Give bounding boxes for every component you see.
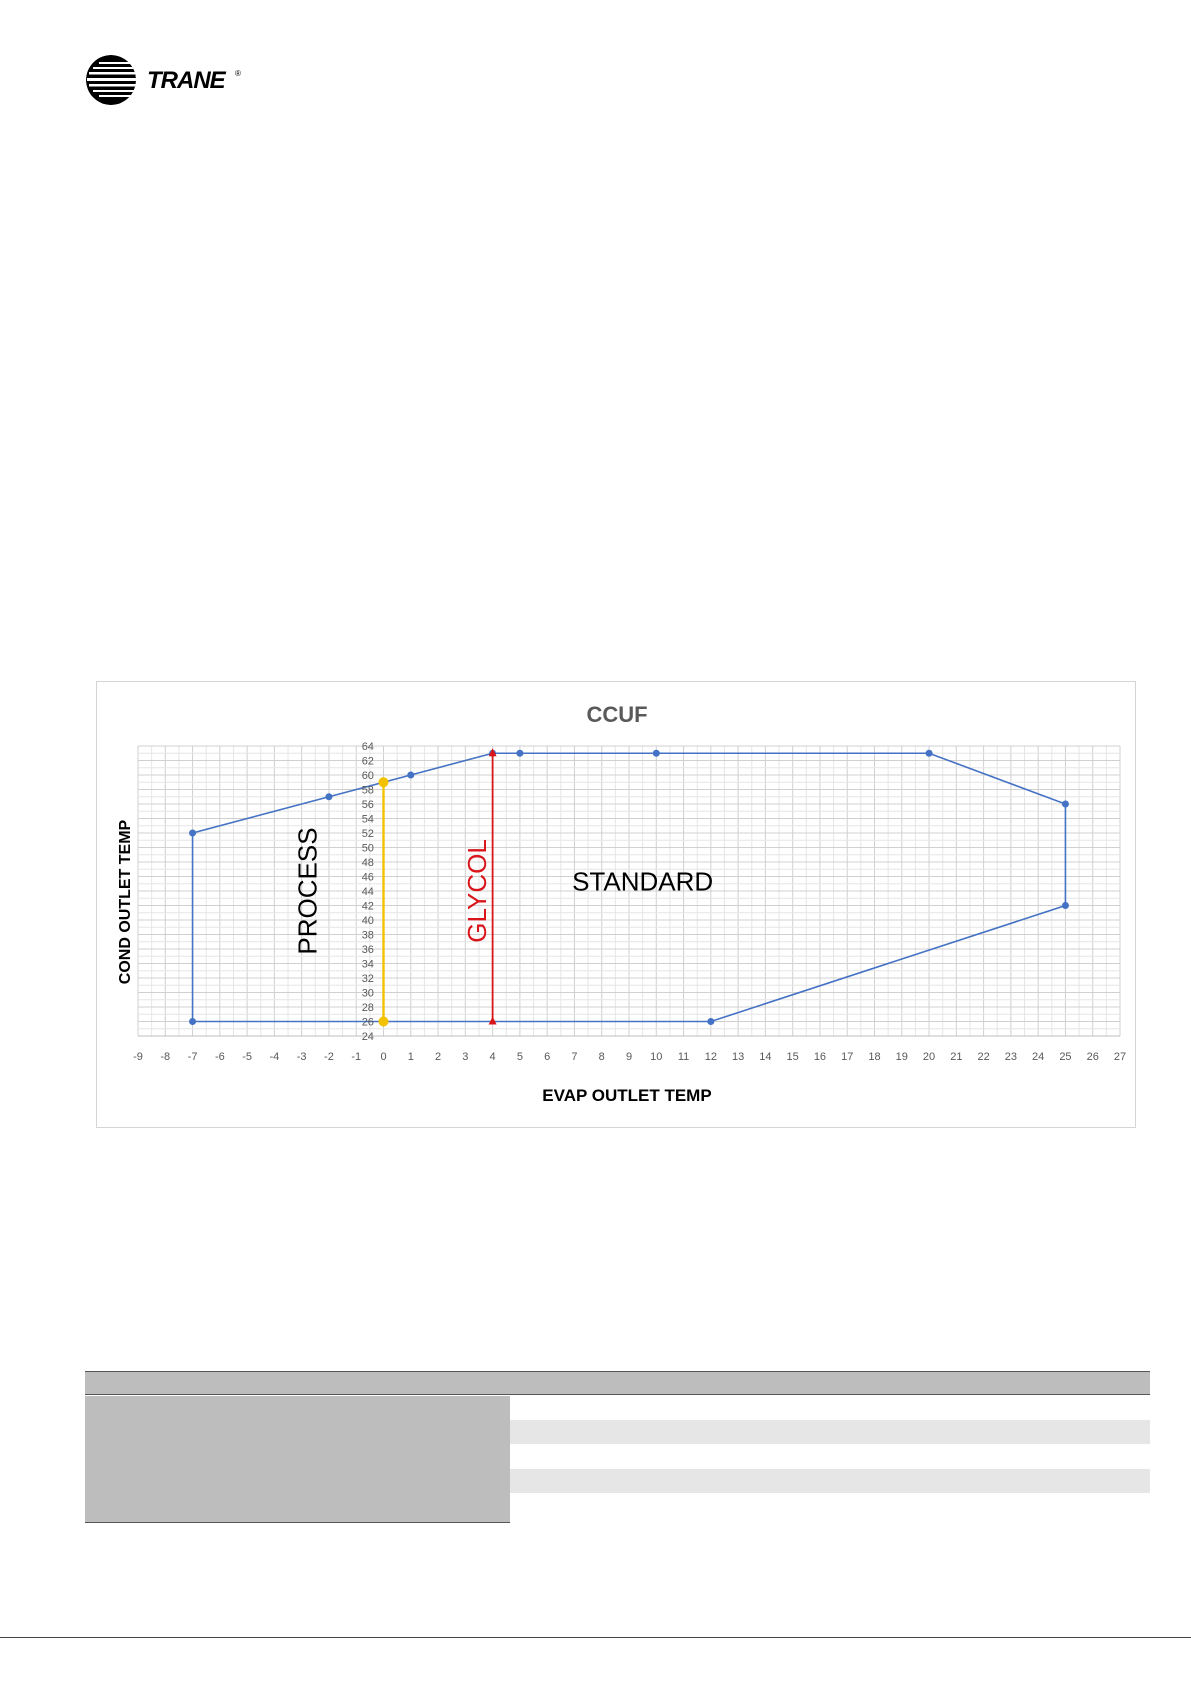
y-tick-label: 54 [361, 813, 374, 826]
y-tick-label: 56 [361, 799, 374, 811]
table-row [510, 1420, 1150, 1444]
y-tick-label: 64 [361, 741, 374, 753]
envelope-point [926, 750, 933, 757]
y-tick-label: 40 [361, 915, 374, 927]
y-tick-label: 52 [361, 828, 374, 840]
x-tick-label: 11 [677, 1051, 690, 1063]
envelope-point [1062, 902, 1069, 909]
y-tick-label: 38 [361, 929, 374, 942]
x-tick-label: 8 [598, 1051, 605, 1063]
envelope-point [407, 772, 414, 779]
x-tick-label: -9 [133, 1051, 143, 1063]
x-tick-label: -7 [187, 1051, 198, 1063]
x-tick-label: 19 [895, 1051, 908, 1063]
x-tick-label: 23 [1004, 1051, 1018, 1063]
x-tick-label: -1 [351, 1051, 362, 1063]
envelope-point [325, 793, 332, 800]
chart-frame [96, 681, 1136, 1128]
x-tick-label: 14 [759, 1051, 772, 1063]
trane-globe-icon [86, 55, 139, 105]
ccuf-chart [97, 682, 1135, 1127]
y-tick-label: 24 [361, 1031, 374, 1043]
process-point [379, 777, 389, 787]
x-tick-label: 10 [650, 1051, 663, 1063]
x-tick-label: 21 [950, 1051, 963, 1063]
y-tick-label: 44 [361, 886, 374, 898]
annotation-process: PROCESS [292, 827, 323, 955]
y-tick-label: 36 [361, 944, 374, 956]
y-tick-label: 42 [361, 900, 374, 913]
y-axis-label: COND OUTLET TEMP [117, 819, 134, 985]
y-tick-label: 46 [361, 871, 374, 884]
x-tick-label: 16 [813, 1051, 827, 1063]
x-tick-label: 25 [1059, 1051, 1072, 1063]
x-tick-label: 7 [571, 1051, 578, 1063]
y-tick-label: 32 [361, 973, 374, 985]
x-tick-label: 26 [1086, 1051, 1099, 1063]
process-point [379, 1017, 389, 1027]
envelope-point [189, 830, 196, 837]
x-tick-label: 20 [922, 1051, 936, 1063]
x-tick-label: 2 [434, 1051, 442, 1063]
x-axis-label: EVAP OUTLET TEMP [542, 1086, 712, 1105]
trane-wordmark: TRANE [147, 67, 225, 94]
x-tick-label: 0 [380, 1051, 387, 1063]
x-tick-label: 24 [1032, 1051, 1045, 1063]
table-header [85, 1371, 1150, 1395]
envelope-point [189, 1018, 196, 1025]
x-tick-label: 1 [407, 1051, 414, 1063]
footer-rule [0, 1637, 1191, 1638]
x-tick-label: 4 [489, 1051, 496, 1063]
x-tick-label: 5 [516, 1051, 523, 1063]
glycol-point [489, 1017, 497, 1025]
x-tick-label: -2 [324, 1051, 334, 1063]
envelope-point [1062, 801, 1069, 808]
x-tick-label: -5 [242, 1051, 253, 1063]
envelope-point [516, 750, 523, 757]
envelope-point [707, 1018, 714, 1025]
x-tick-label: -3 [296, 1051, 307, 1063]
y-tick-label: 30 [361, 987, 374, 1000]
table-row [510, 1469, 1150, 1493]
x-tick-label: -4 [269, 1051, 280, 1063]
x-tick-label: 9 [625, 1051, 633, 1063]
registered-mark: ® [235, 69, 241, 78]
x-tick-label: -8 [160, 1051, 171, 1063]
y-tick-label: 50 [361, 842, 374, 855]
x-tick-label: 13 [731, 1051, 745, 1063]
x-tick-label: 15 [786, 1051, 799, 1063]
y-tick-label: 34 [361, 958, 374, 971]
y-tick-label: 60 [361, 770, 374, 782]
x-tick-label: -6 [214, 1051, 225, 1063]
chart-title: CCUF [586, 702, 648, 727]
annotation-glycol: GLYCOL [461, 839, 492, 943]
table-label-column [85, 1396, 510, 1523]
x-tick-label: 3 [462, 1051, 469, 1063]
annotation-standard: STANDARD [572, 866, 714, 897]
x-tick-label: 12 [704, 1051, 717, 1063]
y-tick-label: 62 [361, 755, 374, 768]
y-tick-label: 48 [361, 857, 374, 869]
x-tick-label: 6 [544, 1051, 551, 1063]
x-tick-label: 18 [868, 1051, 881, 1063]
envelope-point [653, 750, 660, 757]
x-tick-label: 17 [841, 1051, 854, 1063]
y-tick-label: 58 [361, 784, 374, 797]
x-tick-label: 27 [1113, 1051, 1127, 1063]
y-tick-label: 28 [361, 1002, 374, 1014]
x-tick-label: 22 [977, 1051, 990, 1063]
trane-logo [85, 54, 245, 106]
y-tick-label: 26 [361, 1016, 374, 1029]
